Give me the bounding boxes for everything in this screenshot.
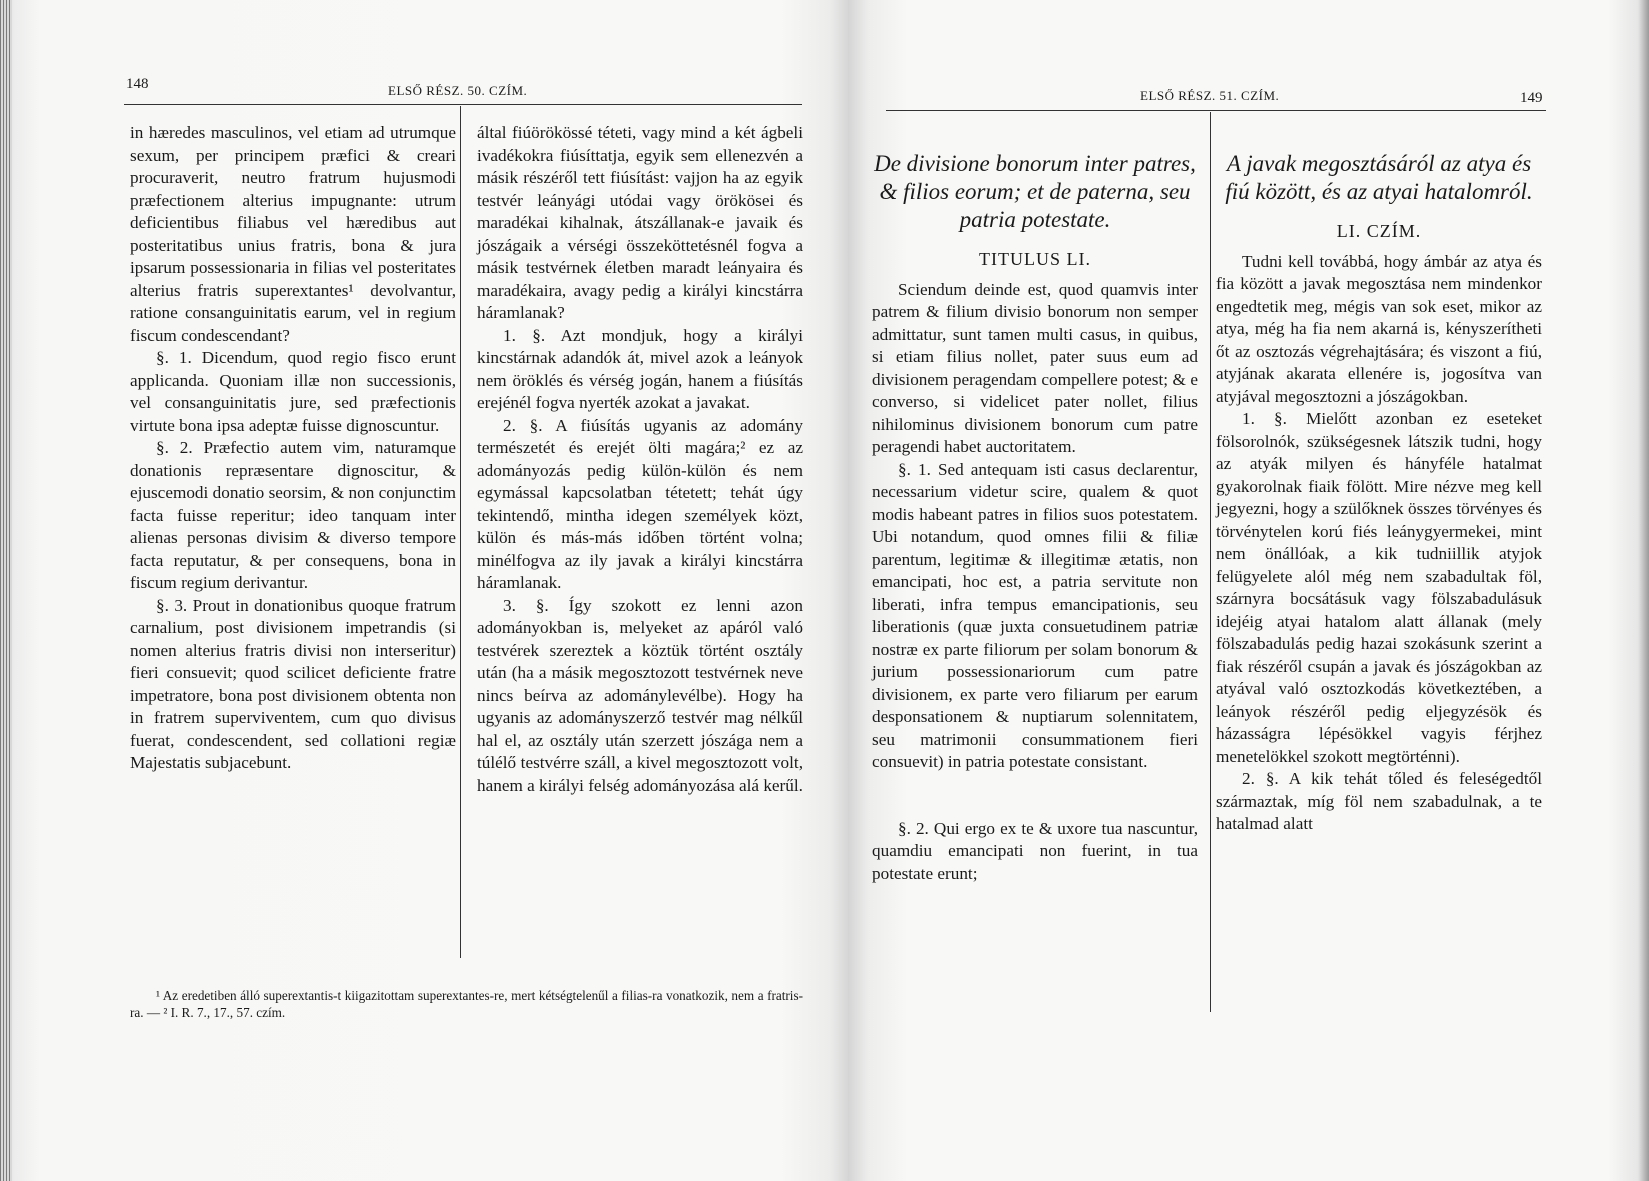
running-head-right: ELSŐ RÉSZ. 51. CZÍM. bbox=[1140, 88, 1280, 103]
latin-column-right bbox=[872, 150, 1198, 885]
hungarian-column-right bbox=[1216, 150, 1542, 836]
latin-title: De divisione bonorum inter patres, & filios eorum; et de paterna, seu patria potestate. bbox=[874, 151, 1196, 232]
footnote bbox=[130, 987, 803, 1021]
right-page bbox=[848, 0, 1649, 1181]
latin-paragraph: §. 3. Prout in donationibus quoque fratrum carnalium, post divisionem impetrandis (si nomen alterius fratris divisi non interseritur) fieri consuevit; quod scilicet deficiente fratre impetratore, bona post divisionem obtenta non in fratrem superviventem, cum quo divisus fuerat, condescendent, sed collationi regiæ Majestatis subjacebunt. bbox=[130, 595, 456, 772]
page-stack-edge bbox=[0, 0, 12, 1181]
latin-column-left bbox=[130, 122, 456, 775]
hungarian-paragraph: 2. §. A fiúsítás ugyanis az adomány természetét és erejét ölti magára;² ez az adományozás pedig külön-külön és nem egymással kapcsolatban tétetett; tehát úgy tekintendő, mintha idegen személyek közt, külön és más-más időben történt volna; minélfogva az ily javak a királyi kincstárra háramlanak. bbox=[477, 415, 803, 592]
latin-paragraph: §. 2. Præfectio autem vim, naturamque donationis repræsentare dignoscitur, & ejuscemodi donatio seorsim, & non conjunctim facta fuisse reperitur; ideo tanquam inter alienas personas divisim & diverso tempore facta reputatur, & per consequens, bona in fiscum regium derivantur. bbox=[130, 438, 456, 592]
latin-paragraph: §. 2. Qui ergo ex te & uxore tua nascuntur, quamdiu emancipati non fuerint, in tua potestate erunt; bbox=[872, 818, 1198, 883]
hungarian-paragraph: 3. §. Így szokott ez lenni azon adományokban is, melyeket az apáról való testvérek szereztek a köztük történt osztály után (ha a másik megosztozott testvérnek neve nincs beírva az adománylevélbe). Hogy ha ugyanis az adományszerző testvér mag nélkűl hal el, az osztály után szerzett jószága nem a túlélő testvérre száll, a kivel megosztozott volt, hanem a királyi felség adományozása alá kerűl. bbox=[477, 595, 803, 795]
running-head-left: ELSŐ RÉSZ. 50. CZÍM. bbox=[388, 83, 528, 98]
column-divider-left bbox=[460, 106, 461, 958]
column-divider-right bbox=[1210, 112, 1211, 1012]
hungarian-paragraph: által fiúörökössé téteti, vagy mind a két ágbeli ivadékokra fiúsíttatja, egyik sem ellenezvén a másik részéről tett fiúsítást: vajjon ha az egyik testvér leányági utódai vagy örökösei és maradékai kihalnak, átszállanak-e javaik és jószágaik a vérségi összeköttetésnél fogva a másik testvérnek életben maradt leányaira és maradékaira, avagy pedig a királyi kincstárra háramlanak? bbox=[477, 123, 803, 322]
latin-paragraph: Sciendum deinde est, quod quamvis inter patrem & filium divisio bonorum non semper admittatur, sunt tamen multi casus, in quibus, si etiam filius nollet, pater suus eum ad divisionem peragendam compellere potest; & e converso, si videlicet pater nollet, filius nihilominus divisionem bonorum cum patre peragendi habet auctoritatem. bbox=[872, 279, 1198, 456]
latin-paragraph: in hæredes masculinos, vel etiam ad utrumque sexum, per principem præfici & creari procuraverit, neutro fratrum hujusmodi præfectionem alterius impugnante: utrum deficientibus filiabus vel hæredibus aut posteritatibus unius fratris, bona & jura ipsarum possessionaria in filias vel posteritates alterius fratris superextantes¹ devolvantur, ratione consanguinitatis earum, vel in regium fiscum condescendant? bbox=[130, 123, 456, 345]
latin-subtitle: TITULUS LI. bbox=[979, 249, 1091, 269]
hungarian-paragraph: 1. §. Azt mondjuk, hogy a királyi kincstárnak adandók át, mivel azok a leányok nem öröklés és vérség jogán, hanem a fiúsítás erejénél fogva nyerték azokat a javakat. bbox=[477, 325, 803, 412]
latin-paragraph: §. 1. Dicendum, quod regio fisco erunt applicanda. Quoniam illæ non successionis, vel consanguinitatis jure, sed præfectionis virtute bona ipsa adeptæ fuisse dignoscuntur. bbox=[130, 348, 456, 435]
header-rule-right bbox=[886, 110, 1546, 111]
header-rule-left bbox=[124, 104, 802, 105]
page-number-left: 148 bbox=[126, 76, 149, 92]
footnote-text: ¹ Az eredetiben álló superextantis-t kiigazitottam superextantes-re, mert kétségtelenűl a filias-ra vonatkozik, nem a fratris-ra. — ² I. R. 7., 17., 57. czím. bbox=[130, 988, 803, 1020]
page-number-right: 149 bbox=[1520, 90, 1543, 106]
hungarian-paragraph: 1. §. Mielőtt azonban ez eseteket fölsorolnók, szükségesnek látszik tudni, hogy az atyák milyen és hányféle hatalmat gyakorolnak fiaik fölött. Mire nézve meg kell jegyezni, hogy a szülőknek összes törvényes és törvénytelen korú fiés leánygyermekei, mint nem önállóak, a kik tudniillik atyjok felügyelete alól még nem szabadultak föl, szárnyra bocsátásuk vagy fölszabadulásuk idejéig atyai hatalom alatt állanak (mely fölszabadulás pedig hazai szokásunk szerint a fiak részéről csupán a javak és jószágokban az atyával való osztozkodás következtében, a leányok részéről pedig eljegyzésök és házasságra lépésökkel vagyis férjhez menetelökkel szokott megtörténni). bbox=[1216, 409, 1542, 766]
hungarian-subtitle: LI. CZÍM. bbox=[1336, 221, 1422, 241]
hungarian-title: A javak megosztásáról az atya és fiú között, és az atyai hatalomról. bbox=[1225, 151, 1533, 204]
hungarian-paragraph: Tudni kell továbbá, hogy ámbár az atya és fia között a javak megosztása nem mindenkor engedtetik meg, mégis van sok eset, mikor az atya, még ha fia nem akarná is, kényszerítheti őt az osztozás végrehajtására; és viszont a fiú, atyjának akarata ellenére is, jogosítva van atyjával megosztozni a jószágokban. bbox=[1216, 251, 1542, 406]
hungarian-column-left bbox=[477, 122, 803, 797]
hungarian-paragraph: 2. §. A kik tehát tőled és feleségedtől származtak, míg föl nem szabadulnak, a te hatalmad alatt bbox=[1216, 769, 1542, 833]
latin-paragraph: §. 1. Sed antequam isti casus declarentur, necessarium videtur scire, qualem & quot modis habeant patres in filios suos potestatem. Ubi notandum, quod omnes filii & filiæ parentum, legitimæ & illegitimæ ætatis, non emancipati, hoc est, a patria servitute non liberati, infra tempus emancipationis, seu liberationis (quæ juxta consuetudinem patriæ nostræ ex parte filiorum per solam bonorum & jurium possessionariorum cum patre divisionem, ex parte vero filiarum per earum desponsationem & nuptiarum solennitatem, seu matrimonii consummationem fieri consuevit) in patria potestate consistant. bbox=[872, 459, 1198, 771]
